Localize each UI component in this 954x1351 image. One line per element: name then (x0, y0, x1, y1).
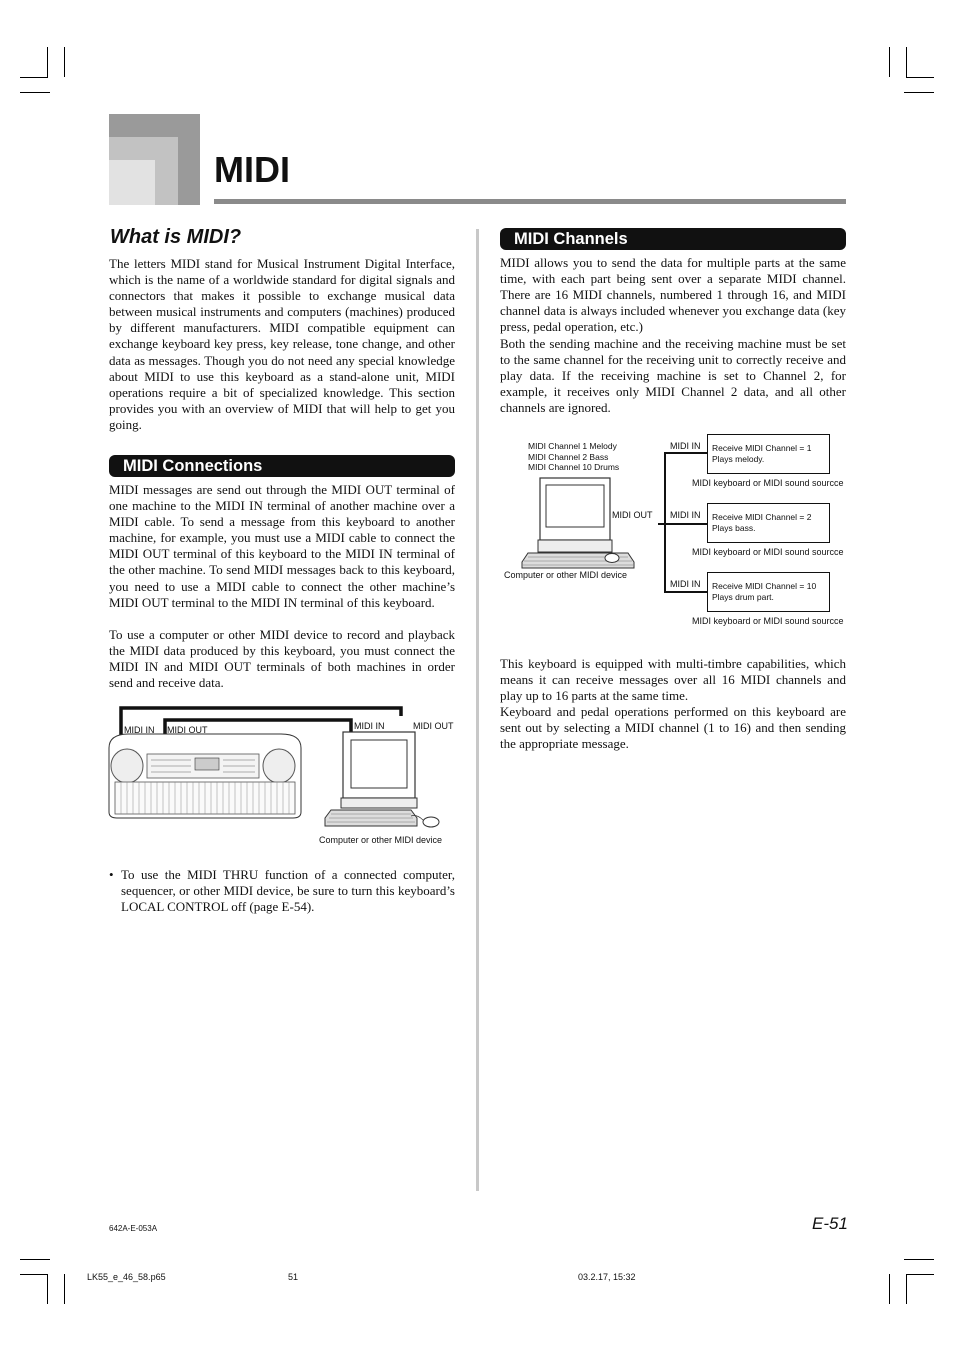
what-is-midi-heading: What is MIDI? (110, 226, 242, 248)
receiver-1-box (707, 434, 830, 474)
receiver-3-caption: MIDI keyboard or MIDI sound sourcce (692, 616, 844, 626)
column-divider (476, 229, 479, 1191)
channels-paragraph-3: This keyboard is equipped with multi-timbre capabilities, which means it can receive messages over all 16 MIDI channels and play up to 16 parts at the same time. (500, 656, 846, 704)
kb-midi-out-label: MIDI OUT (167, 725, 208, 735)
channel-10-label: MIDI Channel 10 Drums (528, 462, 620, 472)
channels-paragraph-4: Keyboard and pedal operations performed on this keyboard are sent out by selecting a MIDI channel (1 to 16) and then sending the appropriate message. (500, 704, 846, 752)
receiver-1-caption: MIDI keyboard or MIDI sound sourcce (692, 478, 844, 488)
receiver-2-line1: Receive MIDI Channel = 2 (712, 512, 812, 522)
midi-channels-heading: MIDI Channels (500, 228, 846, 250)
kb-midi-in-label: MIDI IN (124, 725, 155, 735)
pc-caption: Computer or other MIDI device (319, 835, 443, 845)
footer-date: 03.2.17, 15:32 (578, 1272, 636, 1282)
page-title: MIDI (214, 149, 290, 190)
receiver-2-box (707, 503, 830, 543)
receiver-1-midi-in: MIDI IN (670, 441, 701, 451)
channel-2-label: MIDI Channel 2 Bass (528, 451, 609, 462)
receiver-3-midi-in: MIDI IN (670, 579, 701, 589)
page-number: E-51 (812, 1214, 848, 1233)
channels-pc-caption: Computer or other MIDI device (504, 570, 628, 580)
midi-thru-bullet (109, 867, 455, 915)
channel-list (528, 441, 619, 473)
midi-connections-heading: MIDI Connections (109, 455, 455, 477)
receiver-2-caption: MIDI keyboard or MIDI sound sourcce (692, 547, 844, 557)
channels-midi-out-label: MIDI OUT (612, 510, 653, 520)
receiver-3-box (707, 572, 830, 612)
bullet-dot: • (109, 867, 114, 882)
receiver-2-midi-in: MIDI IN (670, 510, 701, 520)
receiver-2-line2: Plays bass. (712, 522, 756, 533)
channel-1-label: MIDI Channel 1 Melody (528, 441, 617, 451)
receiver-3-line2: Plays drum part. (712, 591, 774, 602)
document-code: 642A-E-053A (109, 1224, 158, 1233)
channels-paragraph-1: MIDI allows you to send the data for multiple parts at the same time, with each part being sent over a separate MIDI channel. There are 16 MIDI channels, numbered 1 through 16, and MIDI channel data is always included whenever you exchange data (key press, pedal operation, etc.) (500, 255, 846, 335)
pc-midi-out-label: MIDI OUT (413, 721, 454, 731)
receiver-1-line2: Plays melody. (712, 453, 765, 464)
footer-sheet: 51 (288, 1272, 299, 1282)
pc-midi-in-label: MIDI IN (354, 721, 385, 731)
connections-paragraph-2: To use a computer or other MIDI device to record and playback the MIDI data produced by this keyboard, you must connect the MIDI IN and MIDI OUT terminals of both machines in order send and receive data. (109, 627, 455, 691)
midi-thru-text: To use the MIDI THRU function of a connected computer, sequencer, or other MIDI device, be sure to turn this keyboard’s LOCAL CONTROL off (page E-54). (121, 867, 455, 915)
receiver-1-line1: Receive MIDI Channel = 1 (712, 443, 812, 453)
channels-paragraph-2: Both the sending machine and the receiving machine must be set to the same channel for the receiving unit to correctly receive and play data. If the receiving machine is set to Channel 2, for example, it receives only MIDI Channel 2 data, and all other channels are ignored. (500, 336, 846, 416)
footer-file: LK55_e_46_58.p65 (87, 1272, 166, 1282)
receiver-3-line1: Receive MIDI Channel = 10 (712, 581, 817, 591)
intro-paragraph: The letters MIDI stand for Musical Instrument Digital Interface, which is the name of a worldwide standard for digital signals and connectors that makes it possible to exchange musical data between musical instruments and computers (machines) produced by different manufacturers. MIDI compatible equipment can exchange keyboard key press, key release, tone change, and other data as messages. Though you do not need any special knowledge about MIDI to use this keyboard as a stand-alone unit, MIDI operations require a bit of specialized knowledge. This section provides you with an overview of MIDI that will help to get you going. (109, 256, 455, 432)
connections-paragraph-1: MIDI messages are send out through the MIDI OUT terminal of one machine to the MIDI IN terminal of another machine over a MIDI cable. To send a message from this keyboard to another machine, for example, you must use a MIDI cable to connect the MIDI OUT terminal of this keyboard to the MIDI IN terminal of the other machine. To send MIDI messages back to this keyboard, you need to use a MIDI cable to connect the other machine’s MIDI OUT terminal to the MIDI IN terminal of this keyboard. (109, 482, 455, 610)
